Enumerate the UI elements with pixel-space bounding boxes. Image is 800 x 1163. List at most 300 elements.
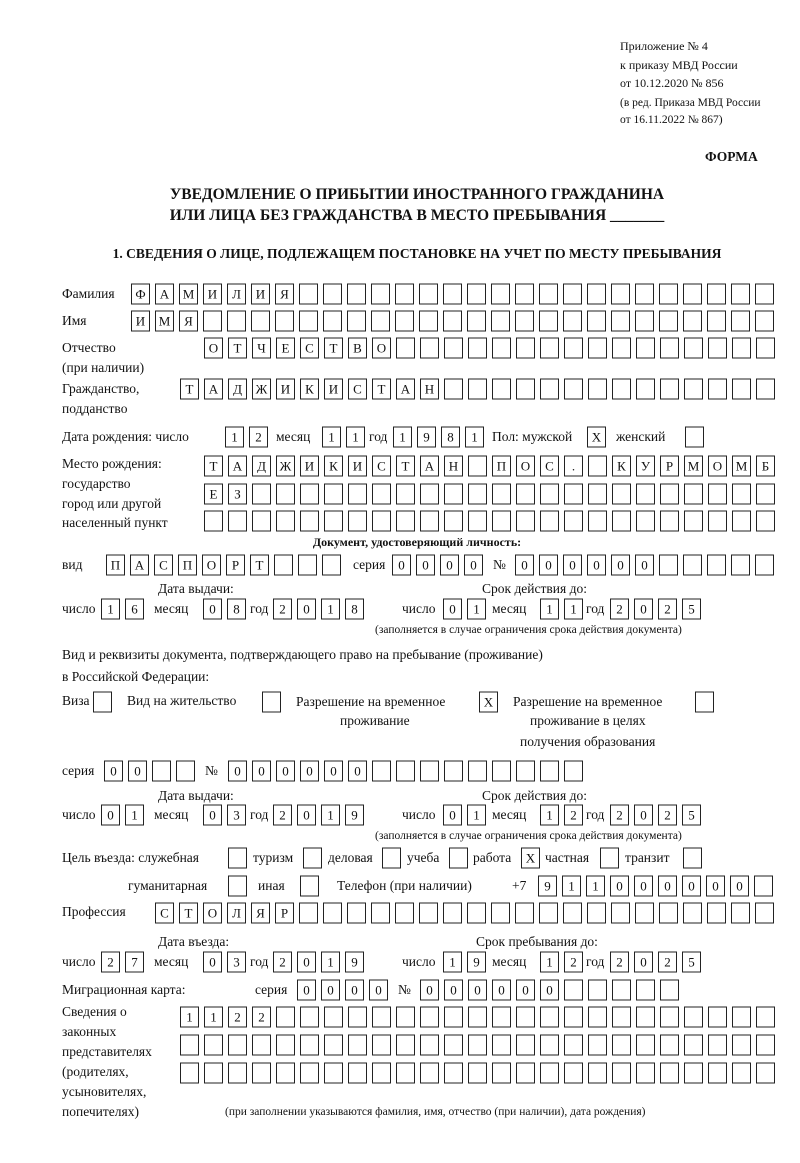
char-cell[interactable]	[660, 511, 679, 532]
char-cell[interactable]	[756, 511, 775, 532]
checkbox-cell[interactable]	[683, 848, 702, 869]
char-cell[interactable]	[324, 1035, 343, 1056]
char-cell[interactable]	[708, 1035, 727, 1056]
char-cell[interactable]: 1	[540, 599, 559, 620]
char-cell[interactable]: Б	[756, 456, 775, 477]
char-cell[interactable]	[372, 761, 391, 782]
char-cell[interactable]	[396, 511, 415, 532]
char-cell[interactable]: В	[348, 338, 367, 359]
char-cell[interactable]	[756, 379, 775, 400]
char-cell[interactable]	[684, 338, 703, 359]
char-cell[interactable]: 1	[467, 599, 486, 620]
char-cell[interactable]	[276, 1007, 295, 1028]
char-cell[interactable]: Т	[250, 555, 269, 576]
char-cell[interactable]: Я	[179, 311, 198, 332]
char-cell[interactable]	[515, 311, 534, 332]
char-cell[interactable]	[252, 1035, 271, 1056]
char-cell[interactable]	[372, 1063, 391, 1084]
checkbox-cell[interactable]	[300, 876, 319, 897]
char-cell[interactable]	[372, 1035, 391, 1056]
char-cell[interactable]	[204, 1035, 223, 1056]
char-cell[interactable]: Т	[396, 456, 415, 477]
char-cell[interactable]: 0	[345, 980, 364, 1001]
char-cell[interactable]: 0	[324, 761, 343, 782]
char-cell[interactable]: К	[324, 456, 343, 477]
char-cell[interactable]	[756, 1035, 775, 1056]
char-cell[interactable]	[684, 1007, 703, 1028]
char-cell[interactable]	[660, 1007, 679, 1028]
char-cell[interactable]: 2	[228, 1007, 247, 1028]
char-cell[interactable]	[372, 484, 391, 505]
char-cell[interactable]: 0	[276, 761, 295, 782]
char-cell[interactable]: Ж	[252, 379, 271, 400]
char-cell[interactable]	[540, 379, 559, 400]
char-cell[interactable]	[323, 284, 342, 305]
char-cell[interactable]	[708, 511, 727, 532]
char-cell[interactable]: П	[106, 555, 125, 576]
char-cell[interactable]	[659, 903, 678, 924]
char-cell[interactable]: 8	[227, 599, 246, 620]
char-cell[interactable]: С	[372, 456, 391, 477]
char-cell[interactable]	[684, 379, 703, 400]
char-cell[interactable]	[276, 484, 295, 505]
char-cell[interactable]	[420, 1035, 439, 1056]
char-cell[interactable]: 0	[634, 876, 653, 897]
char-cell[interactable]	[731, 903, 750, 924]
char-cell[interactable]: С	[155, 903, 174, 924]
char-cell[interactable]	[660, 338, 679, 359]
char-cell[interactable]	[468, 511, 487, 532]
char-cell[interactable]: 2	[610, 599, 629, 620]
char-cell[interactable]	[180, 1063, 199, 1084]
char-cell[interactable]	[756, 1063, 775, 1084]
char-cell[interactable]	[563, 284, 582, 305]
char-cell[interactable]	[467, 284, 486, 305]
char-cell[interactable]	[683, 555, 702, 576]
char-cell[interactable]	[274, 555, 293, 576]
char-cell[interactable]	[443, 903, 462, 924]
char-cell[interactable]	[636, 980, 655, 1001]
char-cell[interactable]: А	[396, 379, 415, 400]
char-cell[interactable]: 1	[322, 427, 341, 448]
char-cell[interactable]: А	[228, 456, 247, 477]
char-cell[interactable]	[467, 903, 486, 924]
char-cell[interactable]	[444, 1007, 463, 1028]
char-cell[interactable]: Т	[372, 379, 391, 400]
char-cell[interactable]: 0	[443, 805, 462, 826]
char-cell[interactable]: И	[276, 379, 295, 400]
char-cell[interactable]	[468, 484, 487, 505]
char-cell[interactable]	[371, 311, 390, 332]
char-cell[interactable]	[612, 980, 631, 1001]
char-cell[interactable]: 2	[101, 952, 120, 973]
char-cell[interactable]: Я	[251, 903, 270, 924]
char-cell[interactable]	[587, 311, 606, 332]
char-cell[interactable]: 2	[249, 427, 268, 448]
char-cell[interactable]: 0	[540, 980, 559, 1001]
char-cell[interactable]	[227, 311, 246, 332]
char-cell[interactable]: 0	[228, 761, 247, 782]
char-cell[interactable]	[732, 338, 751, 359]
char-cell[interactable]	[275, 311, 294, 332]
char-cell[interactable]	[491, 311, 510, 332]
char-cell[interactable]: 0	[635, 555, 654, 576]
checkbox-cell[interactable]	[262, 692, 281, 713]
char-cell[interactable]	[660, 379, 679, 400]
char-cell[interactable]: С	[154, 555, 173, 576]
char-cell[interactable]: 0	[539, 555, 558, 576]
char-cell[interactable]	[152, 761, 171, 782]
char-cell[interactable]	[371, 903, 390, 924]
char-cell[interactable]: 2	[658, 952, 677, 973]
char-cell[interactable]	[540, 1063, 559, 1084]
char-cell[interactable]	[420, 511, 439, 532]
char-cell[interactable]: 2	[252, 1007, 271, 1028]
char-cell[interactable]	[754, 876, 773, 897]
char-cell[interactable]	[516, 1063, 535, 1084]
char-cell[interactable]	[516, 338, 535, 359]
char-cell[interactable]: 1	[321, 805, 340, 826]
char-cell[interactable]: 1	[101, 599, 120, 620]
char-cell[interactable]: 0	[392, 555, 411, 576]
char-cell[interactable]	[683, 903, 702, 924]
char-cell[interactable]	[372, 511, 391, 532]
char-cell[interactable]	[324, 1063, 343, 1084]
char-cell[interactable]: Р	[275, 903, 294, 924]
char-cell[interactable]	[348, 1007, 367, 1028]
char-cell[interactable]	[468, 1035, 487, 1056]
char-cell[interactable]: 3	[227, 952, 246, 973]
checkbox-cell[interactable]	[685, 427, 704, 448]
char-cell[interactable]: Ч	[252, 338, 271, 359]
char-cell[interactable]	[468, 456, 487, 477]
char-cell[interactable]	[323, 311, 342, 332]
char-cell[interactable]: М	[179, 284, 198, 305]
char-cell[interactable]: 0	[610, 876, 629, 897]
char-cell[interactable]	[635, 903, 654, 924]
char-cell[interactable]	[659, 311, 678, 332]
char-cell[interactable]: 1	[467, 805, 486, 826]
char-cell[interactable]	[516, 761, 535, 782]
char-cell[interactable]	[419, 903, 438, 924]
char-cell[interactable]	[516, 1007, 535, 1028]
char-cell[interactable]	[756, 338, 775, 359]
char-cell[interactable]: Л	[227, 284, 246, 305]
char-cell[interactable]	[588, 456, 607, 477]
char-cell[interactable]	[636, 338, 655, 359]
char-cell[interactable]: 2	[273, 805, 292, 826]
char-cell[interactable]: 1	[540, 805, 559, 826]
char-cell[interactable]: 0	[611, 555, 630, 576]
char-cell[interactable]	[612, 1007, 631, 1028]
char-cell[interactable]: С	[540, 456, 559, 477]
checkbox-cell[interactable]	[382, 848, 401, 869]
char-cell[interactable]: 5	[682, 952, 701, 973]
char-cell[interactable]: 0	[203, 805, 222, 826]
char-cell[interactable]: 0	[297, 599, 316, 620]
char-cell[interactable]: Ф	[131, 284, 150, 305]
char-cell[interactable]	[732, 511, 751, 532]
char-cell[interactable]	[395, 903, 414, 924]
char-cell[interactable]	[228, 511, 247, 532]
char-cell[interactable]	[539, 284, 558, 305]
char-cell[interactable]	[755, 555, 774, 576]
char-cell[interactable]	[252, 484, 271, 505]
char-cell[interactable]: 0	[420, 980, 439, 1001]
char-cell[interactable]	[299, 311, 318, 332]
char-cell[interactable]: 0	[634, 805, 653, 826]
char-cell[interactable]	[588, 1035, 607, 1056]
char-cell[interactable]	[347, 903, 366, 924]
char-cell[interactable]: 6	[125, 599, 144, 620]
char-cell[interactable]	[347, 311, 366, 332]
char-cell[interactable]	[444, 338, 463, 359]
char-cell[interactable]	[588, 511, 607, 532]
char-cell[interactable]	[443, 311, 462, 332]
char-cell[interactable]	[539, 311, 558, 332]
char-cell[interactable]: И	[324, 379, 343, 400]
char-cell[interactable]	[492, 1007, 511, 1028]
char-cell[interactable]: К	[300, 379, 319, 400]
char-cell[interactable]	[516, 511, 535, 532]
char-cell[interactable]	[707, 311, 726, 332]
char-cell[interactable]	[298, 555, 317, 576]
char-cell[interactable]: 0	[416, 555, 435, 576]
char-cell[interactable]	[347, 284, 366, 305]
char-cell[interactable]	[708, 1063, 727, 1084]
char-cell[interactable]: О	[516, 456, 535, 477]
char-cell[interactable]	[515, 903, 534, 924]
char-cell[interactable]	[564, 484, 583, 505]
char-cell[interactable]: 0	[203, 599, 222, 620]
char-cell[interactable]	[611, 903, 630, 924]
char-cell[interactable]	[707, 903, 726, 924]
char-cell[interactable]: 0	[563, 555, 582, 576]
char-cell[interactable]	[516, 484, 535, 505]
char-cell[interactable]	[324, 484, 343, 505]
char-cell[interactable]	[732, 379, 751, 400]
char-cell[interactable]: А	[204, 379, 223, 400]
char-cell[interactable]: 7	[125, 952, 144, 973]
char-cell[interactable]	[731, 284, 750, 305]
checkbox-cell[interactable]: X	[587, 427, 606, 448]
char-cell[interactable]: И	[300, 456, 319, 477]
char-cell[interactable]: К	[612, 456, 631, 477]
char-cell[interactable]	[468, 379, 487, 400]
char-cell[interactable]: О	[204, 338, 223, 359]
checkbox-cell[interactable]	[449, 848, 468, 869]
char-cell[interactable]: 1	[125, 805, 144, 826]
char-cell[interactable]	[564, 338, 583, 359]
char-cell[interactable]	[396, 484, 415, 505]
char-cell[interactable]: П	[178, 555, 197, 576]
char-cell[interactable]: 2	[658, 805, 677, 826]
checkbox-cell[interactable]: X	[521, 848, 540, 869]
char-cell[interactable]: 0	[297, 980, 316, 1001]
char-cell[interactable]	[756, 484, 775, 505]
char-cell[interactable]: 1	[321, 952, 340, 973]
char-cell[interactable]	[300, 484, 319, 505]
char-cell[interactable]	[660, 1063, 679, 1084]
char-cell[interactable]: Д	[228, 379, 247, 400]
char-cell[interactable]	[228, 1035, 247, 1056]
char-cell[interactable]: 0	[634, 952, 653, 973]
char-cell[interactable]	[420, 1063, 439, 1084]
char-cell[interactable]: .	[564, 456, 583, 477]
char-cell[interactable]: 9	[345, 952, 364, 973]
char-cell[interactable]	[731, 311, 750, 332]
char-cell[interactable]: 2	[564, 952, 583, 973]
char-cell[interactable]: 1	[393, 427, 412, 448]
char-cell[interactable]	[588, 980, 607, 1001]
char-cell[interactable]	[684, 511, 703, 532]
char-cell[interactable]	[396, 1035, 415, 1056]
char-cell[interactable]	[204, 1063, 223, 1084]
char-cell[interactable]: 5	[682, 805, 701, 826]
char-cell[interactable]: М	[732, 456, 751, 477]
char-cell[interactable]: А	[155, 284, 174, 305]
checkbox-cell[interactable]: X	[479, 692, 498, 713]
char-cell[interactable]: О	[372, 338, 391, 359]
char-cell[interactable]	[492, 1063, 511, 1084]
char-cell[interactable]: 0	[492, 980, 511, 1001]
char-cell[interactable]: Я	[275, 284, 294, 305]
char-cell[interactable]	[468, 338, 487, 359]
char-cell[interactable]: 0	[730, 876, 749, 897]
checkbox-cell[interactable]	[93, 692, 112, 713]
char-cell[interactable]	[348, 1035, 367, 1056]
char-cell[interactable]	[324, 511, 343, 532]
char-cell[interactable]	[611, 284, 630, 305]
char-cell[interactable]	[420, 1007, 439, 1028]
char-cell[interactable]	[540, 338, 559, 359]
char-cell[interactable]	[588, 379, 607, 400]
char-cell[interactable]	[636, 1063, 655, 1084]
char-cell[interactable]: 0	[444, 980, 463, 1001]
char-cell[interactable]	[587, 284, 606, 305]
char-cell[interactable]	[587, 903, 606, 924]
char-cell[interactable]	[612, 338, 631, 359]
char-cell[interactable]: 1	[321, 599, 340, 620]
char-cell[interactable]	[708, 338, 727, 359]
char-cell[interactable]	[180, 1035, 199, 1056]
char-cell[interactable]: М	[684, 456, 703, 477]
char-cell[interactable]: И	[251, 284, 270, 305]
char-cell[interactable]	[636, 379, 655, 400]
char-cell[interactable]	[732, 1035, 751, 1056]
char-cell[interactable]: П	[492, 456, 511, 477]
char-cell[interactable]	[612, 1063, 631, 1084]
char-cell[interactable]	[540, 1035, 559, 1056]
char-cell[interactable]: Т	[179, 903, 198, 924]
char-cell[interactable]	[660, 980, 679, 1001]
char-cell[interactable]	[420, 484, 439, 505]
char-cell[interactable]: 3	[227, 805, 246, 826]
char-cell[interactable]: 0	[468, 980, 487, 1001]
char-cell[interactable]: Р	[226, 555, 245, 576]
char-cell[interactable]	[684, 1063, 703, 1084]
char-cell[interactable]	[372, 1007, 391, 1028]
char-cell[interactable]	[176, 761, 195, 782]
char-cell[interactable]: Р	[660, 456, 679, 477]
char-cell[interactable]	[324, 1007, 343, 1028]
char-cell[interactable]: 0	[443, 599, 462, 620]
char-cell[interactable]	[323, 903, 342, 924]
char-cell[interactable]	[468, 1007, 487, 1028]
char-cell[interactable]	[251, 311, 270, 332]
char-cell[interactable]: 8	[441, 427, 460, 448]
char-cell[interactable]: 0	[203, 952, 222, 973]
char-cell[interactable]: 2	[610, 805, 629, 826]
char-cell[interactable]: 1	[346, 427, 365, 448]
char-cell[interactable]: М	[155, 311, 174, 332]
char-cell[interactable]	[443, 284, 462, 305]
char-cell[interactable]: 2	[658, 599, 677, 620]
checkbox-cell[interactable]	[228, 876, 247, 897]
char-cell[interactable]	[659, 555, 678, 576]
char-cell[interactable]	[444, 1063, 463, 1084]
char-cell[interactable]	[588, 484, 607, 505]
char-cell[interactable]: 1	[540, 952, 559, 973]
char-cell[interactable]	[563, 311, 582, 332]
char-cell[interactable]	[395, 284, 414, 305]
char-cell[interactable]	[635, 311, 654, 332]
char-cell[interactable]: 2	[564, 805, 583, 826]
char-cell[interactable]	[564, 1007, 583, 1028]
char-cell[interactable]: 0	[587, 555, 606, 576]
char-cell[interactable]	[395, 311, 414, 332]
char-cell[interactable]	[732, 484, 751, 505]
char-cell[interactable]	[708, 379, 727, 400]
char-cell[interactable]	[371, 284, 390, 305]
char-cell[interactable]	[707, 555, 726, 576]
char-cell[interactable]: И	[131, 311, 150, 332]
char-cell[interactable]: 0	[128, 761, 147, 782]
char-cell[interactable]	[564, 1035, 583, 1056]
char-cell[interactable]	[516, 1035, 535, 1056]
char-cell[interactable]: 0	[464, 555, 483, 576]
char-cell[interactable]: 0	[634, 599, 653, 620]
char-cell[interactable]	[419, 284, 438, 305]
char-cell[interactable]: Е	[276, 338, 295, 359]
char-cell[interactable]: 5	[682, 599, 701, 620]
checkbox-cell[interactable]	[695, 692, 714, 713]
char-cell[interactable]: 0	[321, 980, 340, 1001]
char-cell[interactable]	[755, 284, 774, 305]
char-cell[interactable]: 0	[252, 761, 271, 782]
char-cell[interactable]: 1	[562, 876, 581, 897]
char-cell[interactable]	[755, 903, 774, 924]
char-cell[interactable]: 9	[467, 952, 486, 973]
char-cell[interactable]	[299, 903, 318, 924]
char-cell[interactable]	[203, 311, 222, 332]
char-cell[interactable]	[732, 1063, 751, 1084]
char-cell[interactable]	[492, 1035, 511, 1056]
char-cell[interactable]: Т	[324, 338, 343, 359]
char-cell[interactable]	[348, 484, 367, 505]
char-cell[interactable]: Е	[204, 484, 223, 505]
char-cell[interactable]	[612, 484, 631, 505]
checkbox-cell[interactable]	[303, 848, 322, 869]
char-cell[interactable]: 1	[564, 599, 583, 620]
char-cell[interactable]	[396, 1007, 415, 1028]
char-cell[interactable]: 1	[180, 1007, 199, 1028]
char-cell[interactable]	[540, 761, 559, 782]
char-cell[interactable]	[444, 761, 463, 782]
char-cell[interactable]: Д	[252, 456, 271, 477]
char-cell[interactable]	[322, 555, 341, 576]
char-cell[interactable]: 9	[345, 805, 364, 826]
